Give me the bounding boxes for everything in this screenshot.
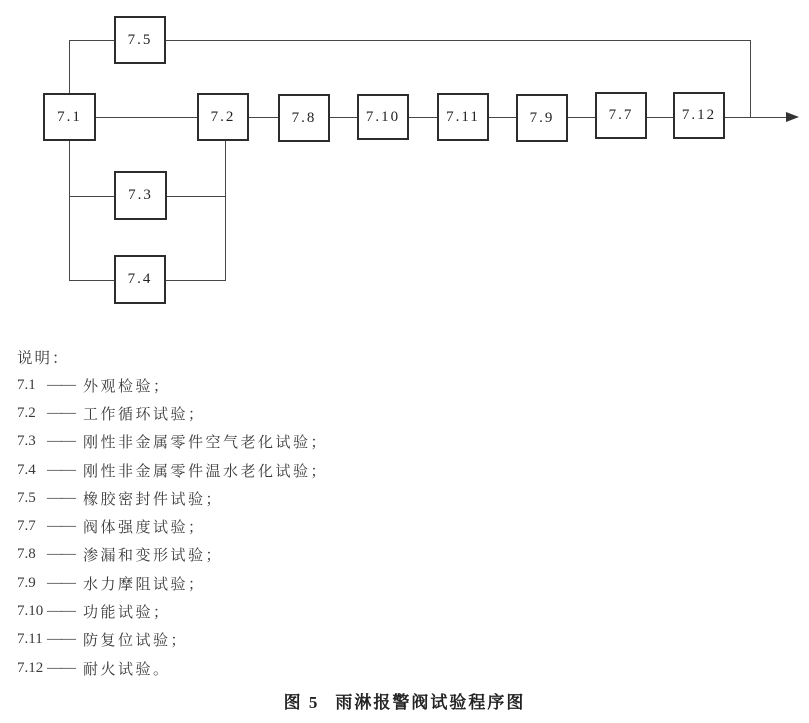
- exit-arrow-icon: [786, 112, 799, 122]
- legend-item-7-12: [17, 654, 717, 682]
- connector-7-1-down-vertical: [69, 141, 70, 281]
- connector-7-2-down-vertical: [225, 141, 226, 281]
- flow-box-label: 7.3: [128, 187, 153, 203]
- legend-item-7-11: [17, 626, 717, 654]
- flow-box-label: 7.9: [529, 109, 555, 126]
- legend-item-dash: ——: [47, 574, 75, 591]
- legend-item-text: 刚性非金属零件温水老化试验；: [83, 463, 329, 480]
- flow-box-7-1: [43, 93, 96, 141]
- legend-item-dash: ——: [47, 433, 75, 450]
- legend-item-text: 刚性非金属零件空气老化试验；: [83, 435, 329, 452]
- flow-box-7-5: [114, 16, 166, 64]
- legend-item-text: 耐火试验。: [83, 661, 171, 678]
- flow-box-7-12: [673, 92, 725, 139]
- connector-7-2-to-7-8: [249, 117, 278, 118]
- flow-box-label: 7.5: [127, 31, 153, 48]
- legend-item-text: 渗漏和变形试验；: [83, 548, 224, 565]
- legend-item-id: 7.5: [17, 489, 36, 506]
- legend-item-7-2: [17, 399, 717, 427]
- legend-item-dash: ——: [47, 404, 75, 421]
- flow-box-label: 7.11: [446, 108, 480, 125]
- figure-caption: [0, 688, 809, 713]
- flow-box-label: 7.10: [365, 108, 401, 125]
- figure-number: 图 5: [283, 693, 320, 712]
- connector-7-8-to-7-10: [330, 117, 357, 118]
- legend-item-7-3: [17, 428, 717, 456]
- connector-7-7-to-7-12: [647, 117, 673, 118]
- flow-box-label: 7.2: [210, 108, 236, 125]
- legend-title: 说明：: [17, 349, 70, 367]
- legend-item-text: 阀体强度试验；: [83, 520, 206, 537]
- legend-item-dash: ——: [47, 659, 75, 676]
- legend-item-id: 7.9: [17, 574, 36, 591]
- legend: [17, 342, 717, 682]
- legend-item-7-9: [17, 569, 717, 597]
- legend-item-7-1: [17, 371, 717, 399]
- connector-7-5-bypass-vertical: [750, 40, 751, 117]
- flowchart: [0, 0, 809, 330]
- connector-7-9-to-7-7: [568, 117, 595, 118]
- connector-7-1-to-7-2: [96, 117, 197, 118]
- legend-item-text: 工作循环试验；: [83, 406, 206, 423]
- legend-item-id: 7.12: [17, 659, 44, 676]
- flow-box-label: 7.7: [608, 107, 634, 123]
- connector-7-5-bypass-horizontal: [166, 40, 750, 41]
- legend-item-dash: ——: [47, 461, 75, 478]
- legend-item-id: 7.3: [17, 433, 36, 450]
- connector-7-12-to-exit: [725, 117, 788, 118]
- flow-box-label: 7.1: [57, 108, 82, 125]
- legend-item-7-5: [17, 484, 717, 512]
- flow-box-label: 7.4: [127, 271, 153, 287]
- connector-7-1-to-7-5-vertical: [69, 40, 70, 94]
- legend-item-text: 功能试验；: [83, 605, 171, 622]
- legend-item-text: 防复位试验；: [83, 633, 189, 650]
- connector-7-11-to-7-9: [489, 117, 516, 118]
- connector-7-4-to-7-2: [166, 280, 225, 281]
- legend-item-text: 外观检验；: [83, 378, 171, 395]
- legend-item-dash: ——: [47, 546, 75, 563]
- flow-box-7-2: [197, 93, 249, 141]
- connector-7-1-to-7-3: [69, 196, 114, 197]
- legend-item-id: 7.2: [17, 404, 36, 421]
- flow-box-7-4: [114, 255, 166, 304]
- legend-item-dash: ——: [47, 376, 75, 393]
- legend-item-id: 7.4: [17, 461, 36, 478]
- legend-item-7-10: [17, 597, 717, 625]
- legend-item-id: 7.7: [17, 518, 36, 535]
- legend-item-id: 7.1: [17, 376, 36, 393]
- legend-item-dash: ——: [47, 518, 75, 535]
- connector-7-1-to-7-4: [69, 280, 114, 281]
- flow-box-7-3: [114, 171, 167, 220]
- legend-item-dash: ——: [47, 489, 75, 506]
- legend-item-text: 水力摩阻试验；: [83, 576, 206, 593]
- legend-item-7-8: [17, 541, 717, 569]
- flow-box-7-10: [357, 94, 409, 140]
- flow-box-7-11: [437, 93, 489, 141]
- connector-7-10-to-7-11: [409, 117, 437, 118]
- flow-box-label: 7.8: [291, 109, 317, 126]
- connector-7-3-to-7-2: [167, 196, 225, 197]
- legend-item-dash: ——: [47, 603, 75, 620]
- flow-box-7-7: [595, 92, 647, 139]
- legend-item-7-7: [17, 512, 717, 540]
- connector-7-1-to-7-5-horizontal: [69, 40, 114, 41]
- flow-box-7-9: [516, 94, 568, 142]
- flow-box-7-8: [278, 94, 330, 142]
- legend-item-id: 7.11: [17, 631, 43, 648]
- legend-item-id: 7.10: [17, 603, 44, 620]
- legend-item-7-4: [17, 456, 717, 484]
- flow-box-label: 7.12: [681, 107, 717, 123]
- legend-item-id: 7.8: [17, 546, 36, 563]
- legend-item-text: 橡胶密封件试验；: [83, 491, 224, 508]
- figure-title: 雨淋报警阀试验程序图: [335, 693, 526, 712]
- legend-item-dash: ——: [47, 631, 75, 648]
